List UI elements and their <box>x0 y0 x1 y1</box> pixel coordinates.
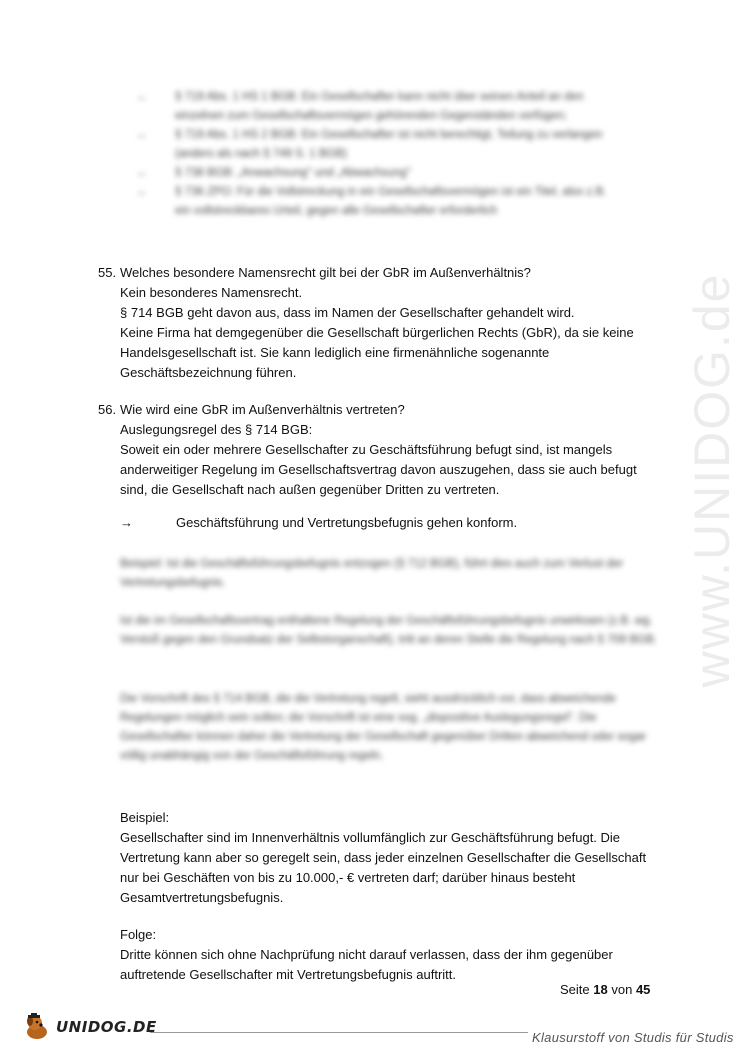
example-block <box>120 808 660 908</box>
consequence-label: Folge: <box>120 927 157 942</box>
answer-line: § 714 BGB geht davon aus, dass im Namen der Gesellschafter gehandelt wird. <box>120 305 575 320</box>
list-item <box>135 126 615 164</box>
answer-line: Keine Firma hat demgegenüber die Gesellschaft bürgerlichen Rechts (GbR), da sie keine Handelsgesellschaft ist. Sie kann lediglich eine firmenähnliche sogenannte Geschäftsbezeichnung führen. <box>120 325 634 380</box>
watermark-text: www.UNIDOG.de <box>684 272 740 688</box>
example-text: Gesellschafter sind im Innenverhältnis vollumfänglich zur Geschäftsführung befugt. Die Vertretung kann aber so geregelt sein, dass jeder einzelnen Gesellschafter die Gesellschaft nur bei Geschäften von bis zu 10.000,- € vertreten darf; darüber hinaus besteht Gesamtvertretungsbefugnis. <box>120 830 647 905</box>
footer-slogan: Klausurstoff von Studis für Studis <box>528 1030 734 1045</box>
blurred-bullet-list <box>135 88 615 221</box>
question-55-section <box>98 263 658 383</box>
list-item-text: § 719 Abs. 1 HS 2 BGB: Ein Gesellschafter ist nicht berechtigt, Teilung zu verlangen (anders als nach § 749 S. 1 BGB) <box>175 129 603 160</box>
list-item <box>135 88 615 126</box>
question-text: Welches besondere Namensrecht gilt bei der GbR im Außenverhältnis? <box>120 265 531 280</box>
answer-line: Soweit ein oder mehrere Gesellschafter zu Geschäftsführung befugt sind, ist mangels anderweitiger Regelung im Gesellschaftsvertrag davon auszugehen, dass sie auch befugt sind, die Gesellschaft nach außen gegenüber Dritten zu vertreten. <box>120 442 637 497</box>
question-number: 55. <box>98 265 117 280</box>
arrow-note-text: Geschäftsführung und Vertretungsbefugnis gehen konform. <box>176 515 518 530</box>
question-56-section <box>98 400 658 500</box>
page-total: 45 <box>635 982 651 997</box>
list-item-text: § 736 ZPO: Für die Vollstreckung in ein Gesellschaftsvermögen ist ein Titel, also z.B. ein vollstreckbares Urteil, gegen alle Gesellschafter erforderlich <box>175 186 607 217</box>
blurred-paragraph: Die Vorschrift des § 714 BGB, die die Vertretung regelt, sieht ausdrücklich vor, dass abweichende Regelungen möglich sein sollen; die Vorschrift ist eine sog. „dispositive Auslegungsregel". Die Gesellschafter können daher die Vertretung der Gesellschaft gegenüber Dritten abweichend oder sogar völlig unabhängig von der Geschäftsführung regeln. <box>120 693 647 762</box>
question-text: Wie wird eine GbR im Außenverhältnis vertreten? <box>120 402 405 417</box>
answer-line: Kein besonderes Namensrecht. <box>120 285 303 300</box>
logo-text: UNIDOG.DE <box>56 1018 157 1036</box>
unidog-logo <box>22 1012 157 1042</box>
arrow-note <box>120 515 660 530</box>
blurred-paragraph: Beispiel: Ist die Geschäftsführungsbefugnis entzogen (§ 712 BGB), führt dies auch zum Verlust der Vertretungsbefugnis. <box>120 558 624 589</box>
consequence-block <box>120 925 660 985</box>
arrow-icon: → <box>120 515 133 530</box>
question-number: 56. <box>98 402 117 417</box>
blurred-paragraph: Ist die im Gesellschaftsvertrag enthaltene Regelung der Geschäftsführungsbefugnis unwirksam (z.B. wg. Verstoß gegen den Grundsatz der Selbstorganschaft), tritt an deren Stelle die Regelung nach § 709 BGB. <box>120 615 657 646</box>
list-item <box>135 164 615 183</box>
arrow-icon: → <box>135 186 147 198</box>
page-prefix: Seite <box>560 982 590 997</box>
page-current: 18 <box>593 982 608 997</box>
list-item-text: § 719 Abs. 1 HS 1 BGB: Ein Gesellschafter kann nicht über seinen Anteil an den einzelnen zum Gesellschaftsvermögen gehörenden Gegenständen verfügen; <box>175 91 584 122</box>
page-number <box>560 982 650 997</box>
arrow-icon: → <box>135 129 147 141</box>
dog-logo-icon <box>22 1012 52 1042</box>
consequence-text: Dritte können sich ohne Nachprüfung nicht darauf verlassen, dass der ihm gegenüber auftretende Gesellschafter mit Vertretungsbefugnis auftritt. <box>120 947 613 982</box>
example-label: Beispiel: <box>120 810 170 825</box>
arrow-icon: → <box>135 91 147 103</box>
arrow-icon: → <box>135 167 147 179</box>
list-item-text: § 738 BGB: „Anwachsung" und „Abwachsung" <box>175 167 411 179</box>
answer-line: Auslegungsregel des § 714 BGB: <box>120 422 313 437</box>
list-item <box>135 183 615 221</box>
page-separator: von <box>611 982 633 997</box>
